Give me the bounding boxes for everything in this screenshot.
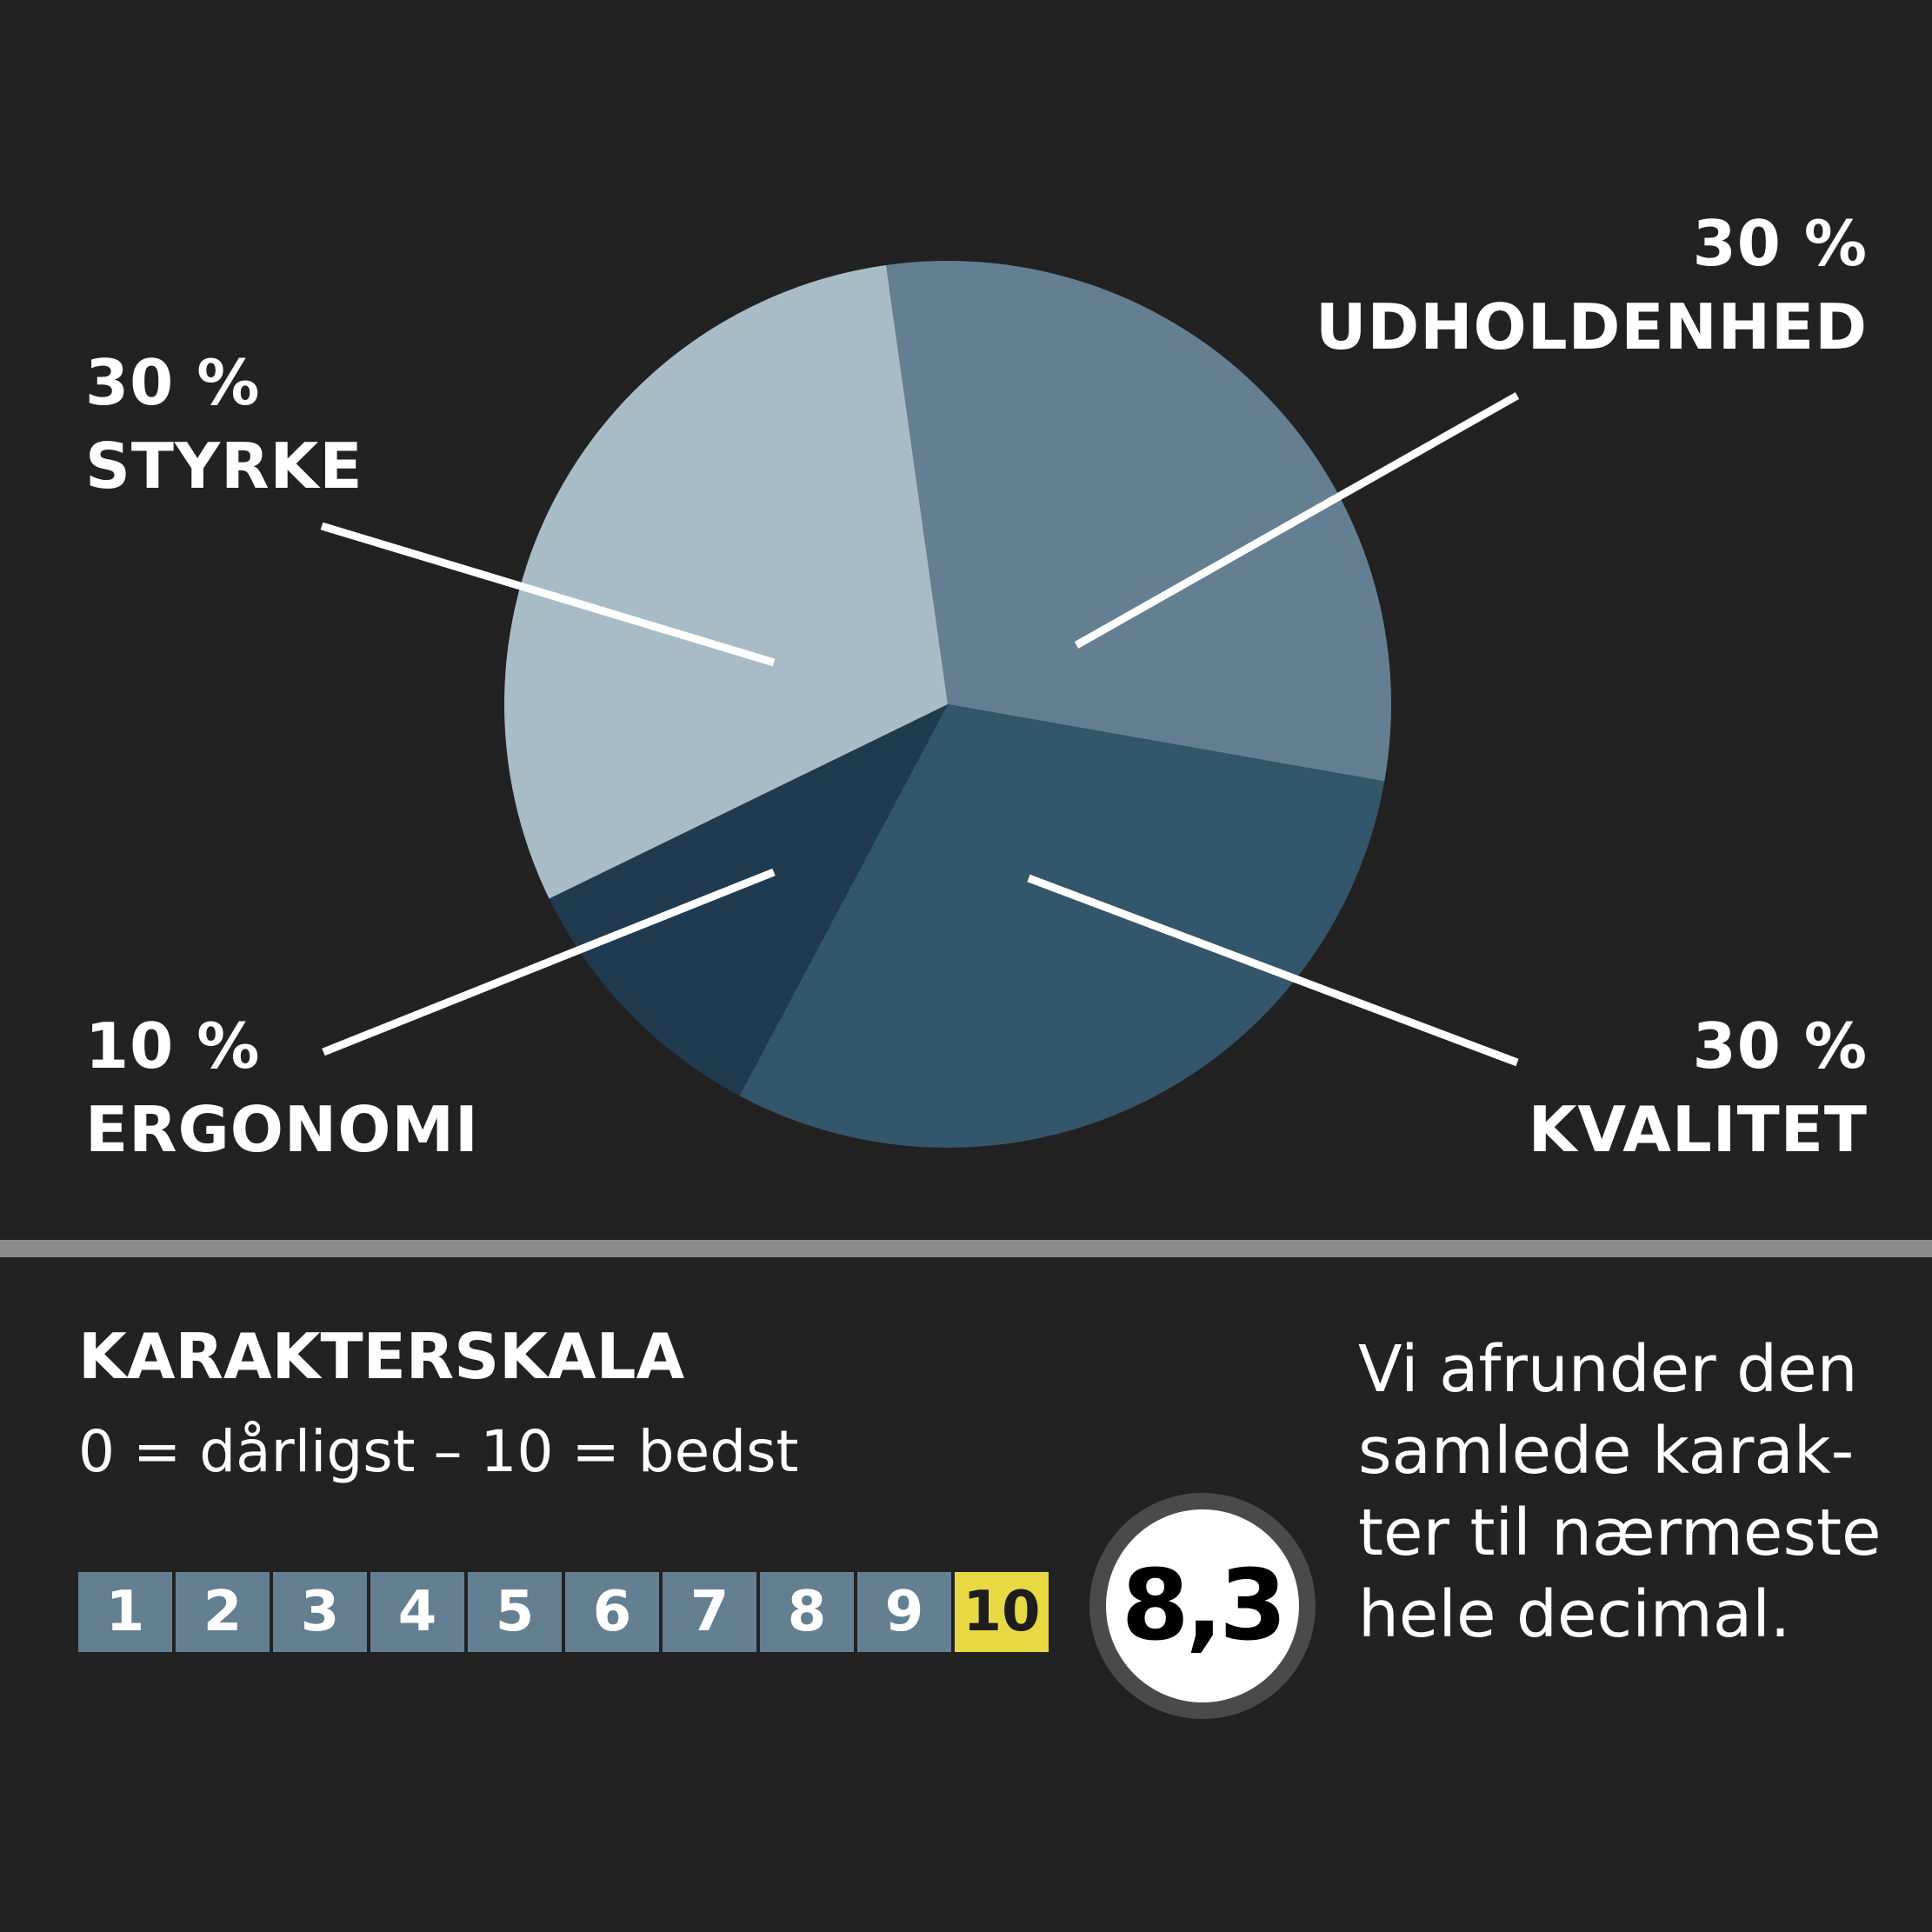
scale-step-4: 4 bbox=[370, 1572, 464, 1652]
slice-name-kvalitet: KVALITET bbox=[1528, 1093, 1868, 1166]
slice-label-kvalitet bbox=[1529, 1004, 1868, 1171]
section-divider bbox=[0, 1240, 1932, 1257]
slice-label-ergonomi bbox=[85, 1004, 479, 1171]
score-badge-inner bbox=[1106, 1509, 1299, 1702]
slice-pct-udholdenhed: 30 % bbox=[1692, 207, 1868, 280]
scale-step-6: 6 bbox=[565, 1572, 659, 1652]
scale-step-5: 5 bbox=[468, 1572, 562, 1652]
score-badge bbox=[1089, 1493, 1316, 1719]
note-line: ter til nærmeste bbox=[1358, 1496, 1882, 1570]
slice-name-ergonomi: ERGONOMI bbox=[85, 1093, 479, 1166]
slice-label-udholdenhed bbox=[1316, 202, 1868, 369]
slice-name-udholdenhed: UDHOLDENHED bbox=[1316, 290, 1868, 363]
score-value: 8,3 bbox=[1121, 1549, 1284, 1662]
note-line: hele decimal. bbox=[1358, 1577, 1791, 1652]
rounding-note bbox=[1358, 1329, 1915, 1656]
scale-subtitle: 0 = dårligst – 10 = bedst bbox=[78, 1418, 799, 1485]
scale-step-1: 1 bbox=[78, 1572, 172, 1652]
slice-pct-styrke: 30 % bbox=[85, 346, 261, 419]
slice-label-styrke bbox=[85, 341, 363, 508]
scale-step-3: 3 bbox=[273, 1572, 367, 1652]
note-line: Vi afrunder den bbox=[1358, 1332, 1858, 1407]
slice-pct-ergonomi: 10 % bbox=[85, 1009, 261, 1083]
scale-step-2: 2 bbox=[176, 1572, 270, 1652]
scale-title: KARAKTERSKALA bbox=[78, 1320, 685, 1393]
scale-step-10: 10 bbox=[955, 1572, 1049, 1652]
scale-step-9: 9 bbox=[857, 1572, 951, 1652]
slice-name-styrke: STYRKE bbox=[85, 430, 363, 503]
grade-scale bbox=[78, 1572, 1049, 1652]
pie-slices bbox=[504, 261, 1391, 1148]
scale-step-7: 7 bbox=[663, 1572, 756, 1652]
note-line: samlede karak- bbox=[1358, 1414, 1855, 1489]
slice-pct-kvalitet: 30 % bbox=[1692, 1009, 1868, 1083]
scale-step-8: 8 bbox=[760, 1572, 854, 1652]
